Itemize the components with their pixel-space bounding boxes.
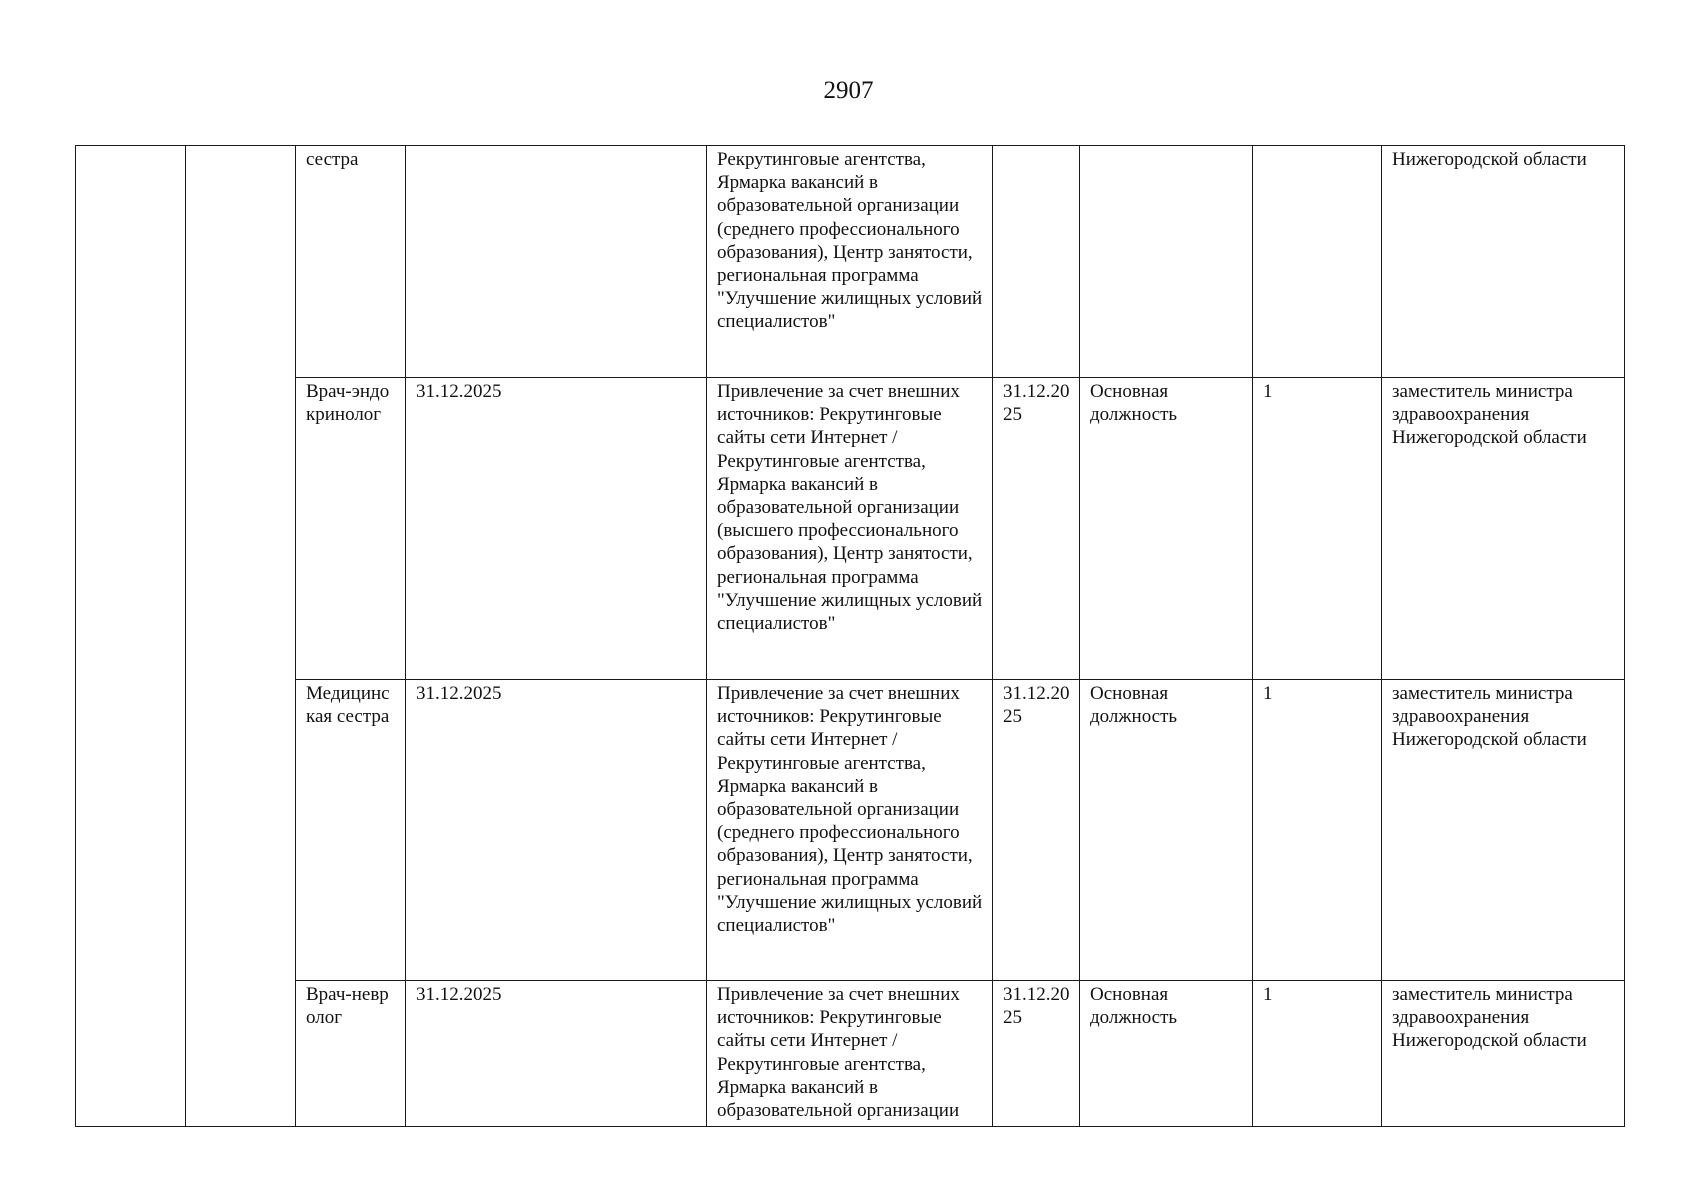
table-cell-merged-col-1 bbox=[76, 146, 186, 1127]
position-type-cell: Основная должность bbox=[1080, 680, 1253, 981]
sources-cell: Привлечение за счет внешних источников: Рекрутинговые сайты сети Интернет / Рекрутинговые агентства, Ярмарка вакансий в образовательной организации (высшего профессионального образования), Центр занятости, региональная программа "Улучшение жилищных условий специалистов" bbox=[707, 378, 993, 680]
table-row bbox=[76, 680, 1625, 981]
term-cell: 31.12.2025 bbox=[993, 378, 1080, 680]
position-type-cell: Основная должность bbox=[1080, 378, 1253, 680]
position-cell: Врач-невролог bbox=[296, 981, 406, 1127]
sources-cell: Привлечение за счет внешних источников: Рекрутинговые сайты сети Интернет / Рекрутинговые агентства, Ярмарка вакансий в образовательной организации (среднего профессионального образования), Центр занятости, региональная программа "Улучшение жилищных условий специалистов" bbox=[707, 680, 993, 981]
sources-cell: Рекрутинговые агентства, Ярмарка вакансий в образовательной организации (среднего профессионального образования), Центр занятости, региональная программа "Улучшение жилищных условий специалистов" bbox=[707, 146, 993, 378]
date-cell: 31.12.2025 bbox=[406, 981, 707, 1127]
staffing-table bbox=[75, 145, 1625, 1127]
term-cell bbox=[993, 146, 1080, 378]
count-cell: 1 bbox=[1253, 981, 1382, 1127]
page-number: 2907 bbox=[823, 77, 874, 104]
count-cell bbox=[1253, 146, 1382, 378]
term-cell: 31.12.2025 bbox=[993, 981, 1080, 1127]
position-type-cell: Основная должность bbox=[1080, 981, 1253, 1127]
table-row bbox=[76, 378, 1625, 680]
position-cell: Врач-эндокринолог bbox=[296, 378, 406, 680]
responsible-cell: заместитель министра здравоохранения Нижегородской области bbox=[1382, 378, 1625, 680]
position-cell: Медицинская сестра bbox=[296, 680, 406, 981]
sources-cell: Привлечение за счет внешних источников: Рекрутинговые сайты сети Интернет / Рекрутинговые агентства, Ярмарка вакансий в образовательной организации bbox=[707, 981, 993, 1127]
table-row bbox=[76, 146, 1625, 378]
date-cell: 31.12.2025 bbox=[406, 680, 707, 981]
position-cell: сестра bbox=[296, 146, 406, 378]
date-cell bbox=[406, 146, 707, 378]
responsible-cell: заместитель министра здравоохранения Нижегородской области bbox=[1382, 680, 1625, 981]
table-row bbox=[76, 981, 1625, 1127]
date-cell: 31.12.2025 bbox=[406, 378, 707, 680]
count-cell: 1 bbox=[1253, 680, 1382, 981]
term-cell: 31.12.2025 bbox=[993, 680, 1080, 981]
count-cell: 1 bbox=[1253, 378, 1382, 680]
position-type-cell bbox=[1080, 146, 1253, 378]
responsible-cell: Нижегородской области bbox=[1382, 146, 1625, 378]
table-cell-merged-col-2 bbox=[186, 146, 296, 1127]
responsible-cell: заместитель министра здравоохранения Нижегородской области bbox=[1382, 981, 1625, 1127]
